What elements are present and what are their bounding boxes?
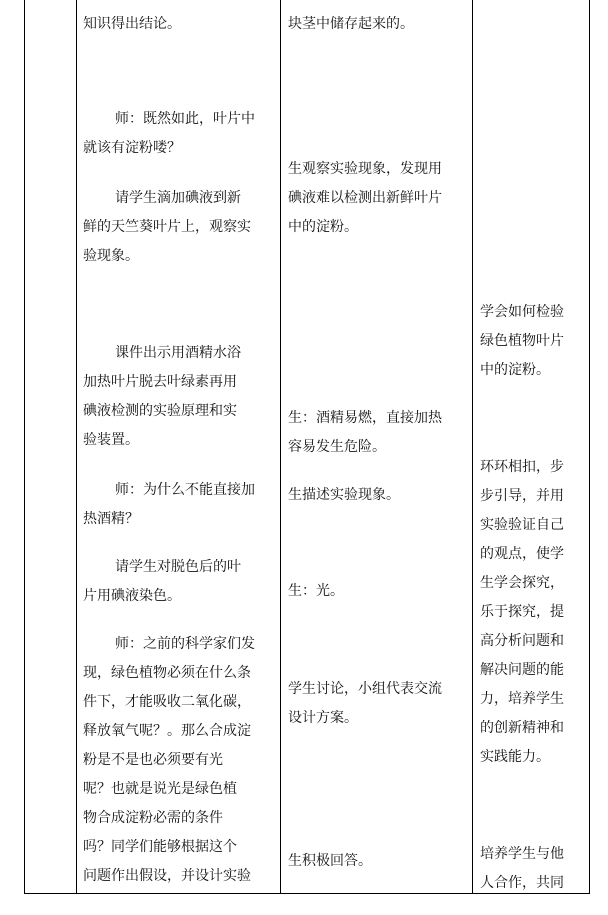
intent-line: 解决问题的能 bbox=[480, 662, 564, 678]
student-line: 设计方案。 bbox=[288, 710, 358, 726]
teacher-line: 热酒精？ bbox=[83, 511, 139, 527]
teacher-line: 鲜的天竺葵叶片上，观察实 bbox=[83, 219, 251, 235]
table-border-left bbox=[24, 0, 25, 894]
intent-line: 环环相扣，步 bbox=[480, 459, 564, 475]
intent-line: 生学会探究， bbox=[480, 575, 564, 591]
teacher-line: 知识得出结论。 bbox=[83, 16, 181, 32]
intent-line: 实验验证自己 bbox=[480, 517, 564, 533]
student-line: 中的淀粉。 bbox=[288, 219, 358, 235]
teacher-line: 师：既然如此，叶片中 bbox=[115, 111, 255, 127]
teacher-line: 验装置。 bbox=[83, 432, 139, 448]
teacher-line: 粉是不是也必须要有光 bbox=[83, 752, 223, 768]
teacher-line: 片用碘液染色。 bbox=[83, 588, 181, 604]
student-line: 生描述实验现象。 bbox=[288, 487, 400, 503]
table-border-right bbox=[589, 0, 590, 894]
table-divider-3 bbox=[472, 0, 473, 894]
teacher-line: 呢？也就是说光是绿色植 bbox=[83, 781, 237, 797]
teacher-line: 释放氧气呢？。那么合成淀 bbox=[83, 723, 251, 739]
intent-line: 中的淀粉。 bbox=[480, 362, 550, 378]
student-line: 生观察实验现象，发现用 bbox=[288, 161, 442, 177]
teacher-line: 请学生滴加碘液到新 bbox=[115, 190, 241, 206]
teacher-line: 师：之前的科学家们发 bbox=[115, 636, 255, 652]
teacher-line: 问题作出假设，并设计实验 bbox=[83, 868, 251, 884]
teacher-line: 师：为什么不能直接加 bbox=[115, 482, 255, 498]
teacher-line: 现，绿色植物必须在什么条 bbox=[83, 665, 251, 681]
intent-line: 步引导，并用 bbox=[480, 488, 564, 504]
student-line: 块茎中储存起来的。 bbox=[288, 16, 414, 32]
student-line: 生：光。 bbox=[288, 583, 344, 599]
teacher-line: 加热叶片脱去叶绿素再用 bbox=[83, 374, 237, 390]
intent-line: 的创新精神和 bbox=[480, 720, 564, 736]
intent-line: 人合作，共同 bbox=[480, 875, 564, 891]
table-divider-2 bbox=[280, 0, 281, 894]
intent-line: 高分析问题和 bbox=[480, 633, 564, 649]
teacher-line: 验现象。 bbox=[83, 248, 139, 264]
student-line: 碘液难以检测出新鲜叶片 bbox=[288, 190, 442, 206]
student-line: 生：酒精易燃，直接加热 bbox=[288, 410, 442, 426]
intent-line: 实践能力。 bbox=[480, 749, 550, 765]
intent-line: 乐于探究，提 bbox=[480, 604, 564, 620]
student-line: 学生讨论，小组代表交流 bbox=[288, 681, 442, 697]
teacher-line: 课件出示用酒精水浴 bbox=[115, 345, 241, 361]
intent-line: 学会如何检验 bbox=[480, 304, 564, 320]
teacher-line: 请学生对脱色后的叶 bbox=[115, 559, 241, 575]
intent-line: 绿色植物叶片 bbox=[480, 333, 564, 349]
table-divider-1 bbox=[76, 0, 77, 894]
teacher-line: 物合成淀粉必需的条件 bbox=[83, 810, 223, 826]
student-line: 容易发生危险。 bbox=[288, 439, 386, 455]
teacher-line: 碘液检测的实验原理和实 bbox=[83, 403, 237, 419]
teacher-line: 就该有淀粉喽？ bbox=[83, 140, 181, 156]
intent-line: 的观点，使学 bbox=[480, 546, 564, 562]
intent-line: 培养学生与他 bbox=[480, 846, 564, 862]
student-line: 生积极回答。 bbox=[288, 853, 372, 869]
teacher-line: 吗？同学们能够根据这个 bbox=[83, 839, 237, 855]
teacher-line: 件下，才能吸收二氧化碳， bbox=[83, 694, 251, 710]
intent-line: 力，培养学生 bbox=[480, 691, 564, 707]
